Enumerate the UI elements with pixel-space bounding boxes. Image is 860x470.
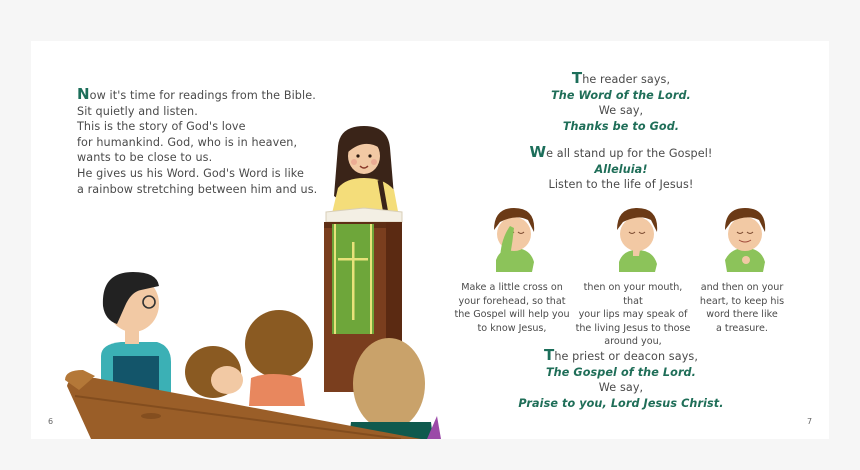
caption-heart: and then on your heart, to keep his word there like a treasure. [699,282,785,334]
boy-cross-heart-icon [717,204,773,272]
reading-paragraph [77,87,337,197]
page-number-right: 7 [807,417,813,426]
page-number-left: 6 [48,417,54,426]
stand-line: We all stand up for the Gospel! [529,143,713,161]
family-in-pew-illustration [61,266,441,439]
alleluia: Alleluia! [594,162,648,176]
drop-cap: T [543,346,555,364]
paragraph-line-2: Sit quietly and listen. [77,104,198,118]
caption-forehead: Make a little cross on your forehead, so that the Gospel will help you to know Jesus, [454,282,570,334]
reader-response-section [471,71,771,134]
reader-response: The Word of the Lord. [551,88,691,102]
book-spread [31,41,829,439]
reader-line: The reader says, [571,69,671,87]
priest-response: The Gospel of the Lord. [545,365,697,379]
boy-cross-forehead-icon [486,204,542,272]
paragraph-line-4: for humankind. God, who is in heaven, [77,135,298,149]
gospel-response-section [471,348,771,411]
priest-line: The priest or deacon says, [543,346,698,364]
we-say-line: We say, [598,381,644,395]
paragraph-line-1: Now it's time for readings from the Bible. [77,85,316,103]
drop-cap: T [571,69,583,87]
congregation-response: Thanks be to God. [562,119,680,133]
drop-cap: W [529,143,547,161]
congregation-response: Praise to you, Lord Jesus Christ. [518,396,724,410]
listen-line: Listen to the life of Jesus! [548,178,694,192]
caption-mouth: then on your mouth, that your lips may speak of the living Jesus to those around you, [575,282,691,347]
paragraph-line-6: He gives us his Word. God's Word is like [77,166,304,180]
gospel-acclamation-section [471,145,771,193]
paragraph-line-3: This is the story of God's love [77,120,246,134]
we-say-line: We say, [598,104,644,118]
paragraph-line-7: a rainbow stretching between him and us. [77,182,318,196]
boy-cross-mouth-icon [609,204,665,272]
drop-cap: N [77,85,90,103]
paragraph-line-5: wants to be close to us. [77,151,213,165]
